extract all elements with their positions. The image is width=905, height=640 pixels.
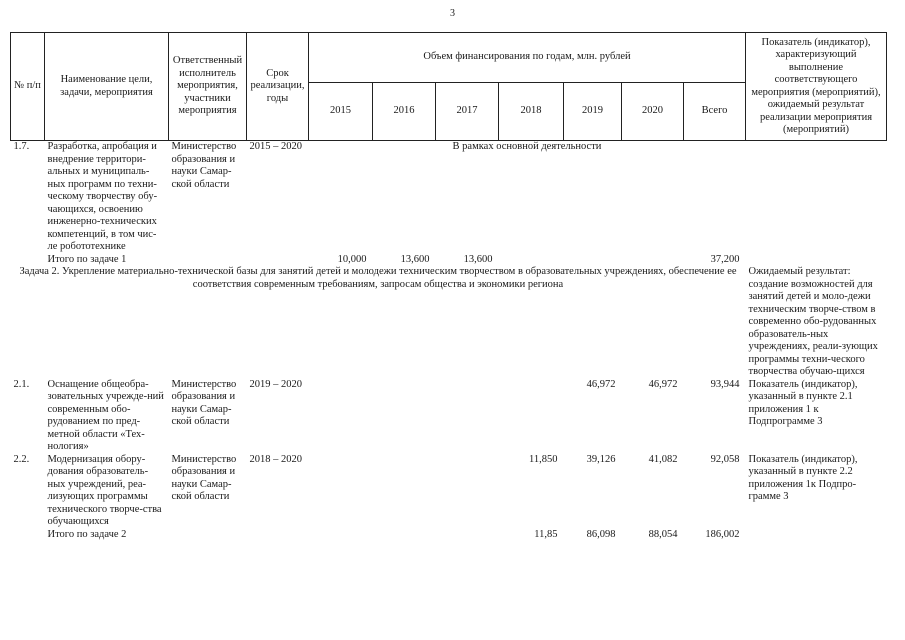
- header-name: Наименование цели, задачи, мероприятия: [45, 33, 169, 141]
- header-num: № п/п: [11, 33, 45, 141]
- row-indicator: Показатель (индикатор), указанный в пункте 2.1 приложения 1 к Подпрограмме 3: [748, 378, 858, 427]
- financing-table: [10, 32, 887, 541]
- header-financing: Объем финансирования по годам, млн. рублей: [309, 33, 746, 83]
- value-2020: 88,054: [648, 528, 678, 540]
- row-num: 2.1.: [13, 378, 30, 390]
- row-name: Разработка, апробация и внедрение территори-альных и муниципаль-ных программ по техни-ческому творчеству обу-чающихся, освоению инженерно-технических компетенций, в том чис-ле робототехнике: [47, 141, 158, 252]
- table-row: [11, 379, 887, 454]
- value-total: 93,944: [710, 378, 740, 390]
- table-row: [11, 266, 887, 379]
- value-2018: 11,850: [529, 453, 558, 465]
- header-year-2019: 2019: [564, 83, 622, 141]
- header-year-2017: 2017: [436, 83, 499, 141]
- row-name: Модернизация обору-дования образователь-ных учреждений, реа-лизующих программы технического творче-ства обучающихся: [47, 453, 162, 527]
- value-2020: 46,972: [648, 378, 678, 390]
- header-year-2018: 2018: [499, 83, 564, 141]
- value-2020: 41,082: [648, 453, 678, 465]
- row-period: 2015 – 2020: [249, 141, 302, 152]
- header-executor: Ответственный исполнитель мероприятия, участники мероприятия: [169, 33, 247, 141]
- task-2-title: Задача 2. Укрепление материально-технической базы для занятий детей и молодежи техническим творчеством в образовательных учреждениях, обеспечение ее соответствия современным требованиям, запросам общества и экономики региона: [19, 266, 737, 290]
- row-num: 1.7.: [13, 141, 30, 152]
- row-name: Оснащение общеобра-зовательных учрежде-ний современным обо-рудованием по пред-метной области «Тех-нология»: [47, 378, 164, 452]
- value-2017: 13,600: [463, 253, 493, 265]
- value-total: 37,200: [710, 253, 740, 265]
- row-executor: Министерство образования и науки Самар-ской области: [171, 378, 237, 427]
- table-row: [11, 529, 887, 542]
- value-total: 186,002: [705, 528, 740, 540]
- value-total: 92,058: [710, 453, 740, 465]
- header-period: Срок реализации, годы: [247, 33, 309, 141]
- header-year-2020: 2020: [622, 83, 684, 141]
- header-year-2016: 2016: [373, 83, 436, 141]
- header-total: Всего: [684, 83, 746, 141]
- row-executor: Министерство образования и науки Самар-ской области: [171, 453, 237, 502]
- header-year-2015: 2015: [309, 83, 373, 141]
- row-indicator: Показатель (индикатор), указанный в пункте 2.2 приложения 1к Подпро-грамме 3: [748, 453, 858, 502]
- table-row: [11, 454, 887, 529]
- row-period: 2019 – 2020: [249, 378, 302, 390]
- task-2-result: Ожидаемый результат: создание возможностей для занятий детей и моло-дежи техническим творче-ством в современно обо-рудованных образователь-ных учреждениях, реали-зующих программы техни-ческого творчества обучаю-щихся: [748, 266, 878, 377]
- value-2019: 46,972: [586, 378, 616, 390]
- row-executor: Министерство образования и науки Самар-ской области: [171, 141, 237, 190]
- row-num: 2.2.: [13, 453, 30, 465]
- row-period: 2018 – 2020: [249, 453, 302, 465]
- row-indicator: [746, 141, 887, 254]
- value-2015: 10,000: [337, 253, 367, 265]
- row-name: Итого по задаче 2: [47, 528, 127, 540]
- row-name: Итого по задаче 1: [47, 253, 127, 265]
- value-2019: 86,098: [586, 528, 616, 540]
- table-row: [11, 141, 887, 254]
- table-row: [11, 254, 887, 267]
- value-2016: 13,600: [400, 253, 430, 265]
- header-indicator: Показатель (индикатор), характеризующий выполнение соответствующего мероприятия (мероприятий), ожидаемый результат реализации мероприятия (мероприятий): [746, 33, 887, 141]
- value-2018: 11,85: [534, 528, 558, 540]
- page-number: 3: [450, 8, 455, 19]
- row-finance-note: В рамках основной деятельности: [452, 141, 602, 152]
- value-2019: 39,126: [586, 453, 616, 465]
